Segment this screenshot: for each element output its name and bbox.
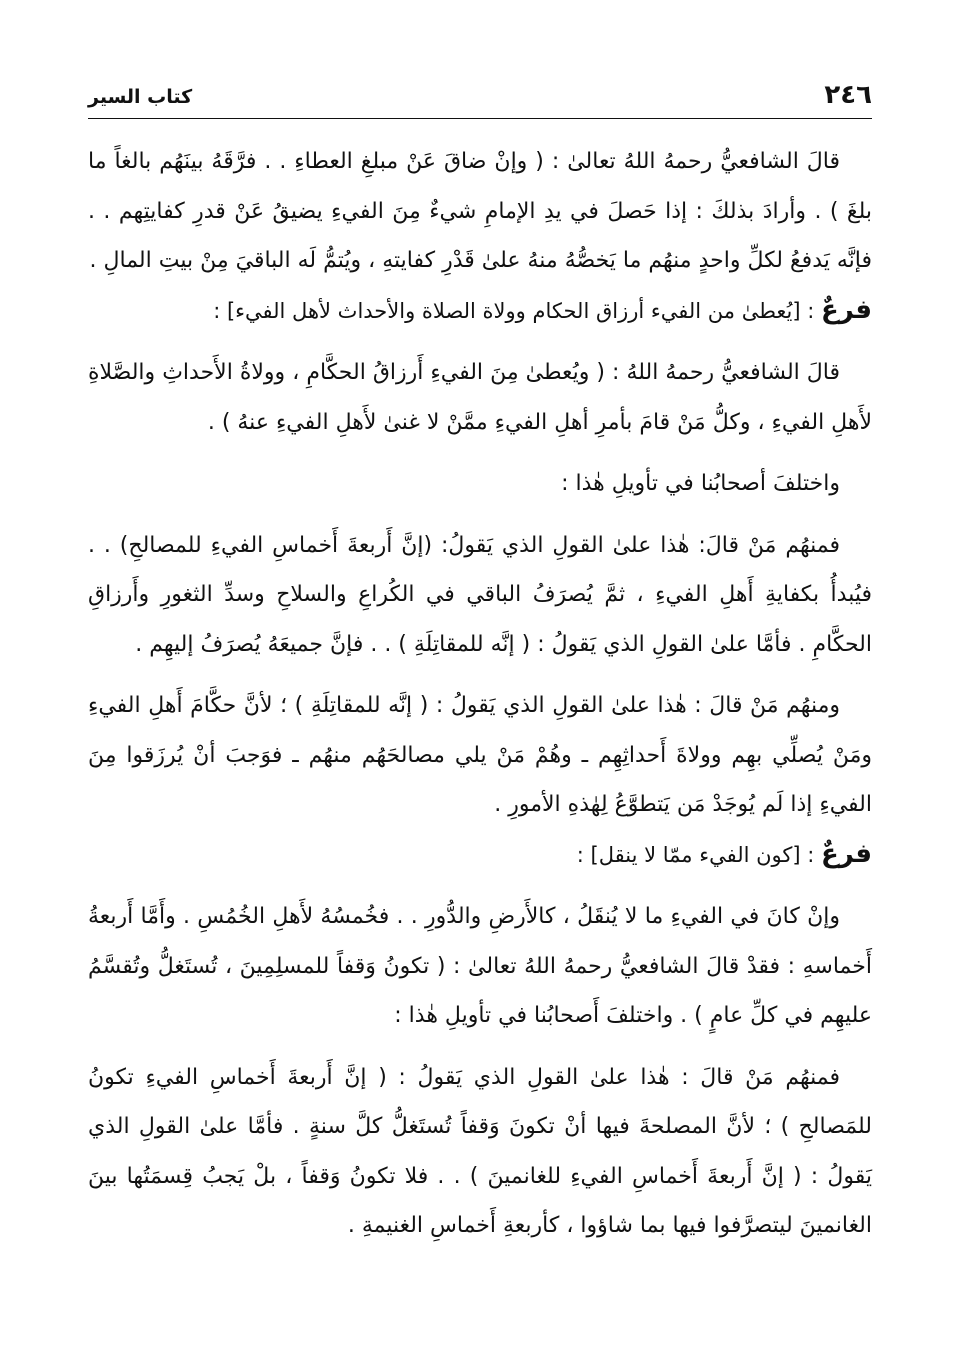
page-header	[88, 78, 872, 119]
paragraph-6: وإنْ كانَ في الفيءِ ما لا يُنقَلُ ، كالأَرضِ والدُّورِ . . فخُمسُهُ لأَهلِ الخُمُسِ . وأَمَّا أَربعةُ أَخماسهِ : فقدْ قالَ الشافعيُّ رحمهُ اللهُ تعالىٰ : ( تكونُ وَقفاً للمسلِمِينَ ، تُستَغلُّ وتُقسَّمُ عليهِم في كلِّ عامٍ ) . واختلفَ أَصحابُنا في تأويلِ هٰذا :	[88, 904, 872, 1028]
running-title: كتاب السير	[88, 86, 193, 108]
branch-heading-1	[88, 286, 872, 337]
branch-heading-2	[88, 830, 872, 881]
branch-label: فرعٌ	[821, 838, 872, 869]
paragraph-1: قالَ الشافعيُّ رحمهُ اللهُ تعالىٰ : ( وإنْ ضاقَ عَنْ مبلغِ العطاءِ . . فرَّقَهُ بينَهُم بالغاً ما بلغَ ) . وأرادَ بذلكَ : إذا حَصلَ في يدِ الإمامِ شيءٌ مِنَ الفيءِ يضيقُ عَنْ قدرِ كفايتِهم . . فإنَّه يَدفعُ لكلِّ واحدٍ منهُم ما يَخصُّهُ منهُ علىٰ قَدْرِ كفايتهِ ، ويُتمُّ لَه الباقيَ مِنْ بيتِ المالِ .	[88, 149, 872, 273]
paragraph-7: فمنهُم مَنْ قالَ : هٰذا علىٰ القولِ الذي يَقولُ : ( إنَّ أَربعةَ أَخماسِ الفيءِ تكونُ للمَصالحِ ) ؛ لأنَّ المصلحةَ فيها أنْ تكونَ وَقفاً تُستَغلُّ كلَّ سنةٍ . فأمَّا علىٰ القولِ الذي يَقولُ : ( إنَّ أَربعةَ أَخماسِ الفيءِ للغانمينَ ) . . فلا تكونُ وَقفاً ، بلْ يَجبُ قِسمَتُها بينَ الغانمينَ ليتصرَّفوا فيها بما شاؤوا ، كأربعةِ أَخماسِ الغنيمةِ .	[88, 1064, 872, 1238]
paragraph-2: قالَ الشافعيُّ رحمهُ اللهُ : ( ويُعطىٰ مِنَ الفيءِ أَرزاقُ الحكَّامِ ، وولاةُ الأَحداثِ والصَّلاةِ لأَهلِ الفيءِ ، وكلُّ مَنْ قامَ بأمرِ أهلِ الفيءِ ممَّنْ لا غنىٰ لأَهلِ الفيءِ عنهُ ) .	[88, 360, 872, 435]
branch-label: فرعٌ	[821, 294, 872, 325]
book-page	[88, 78, 872, 1339]
page-body	[88, 137, 872, 1251]
branch-title: : [كون الفيء ممّا لا ينقل] :	[576, 842, 822, 867]
page-number: ٢٤٦	[824, 80, 872, 110]
paragraph-5: ومنهُم مَنْ قالَ : هٰذا علىٰ القولِ الذي يَقولُ : ( إنَّه للمقاتِلَةِ ) ؛ لأنَّ حكَّامَ أَهلِ الفيءِ ومَنْ يُصلِّي بهِم وولاةَ أَحداثِهِم ـ وهُمْ مَنْ يلي مصالحَهُم منهُم ـ فوَجبَ أنْ يُرزَقوا مِنَ الفيءِ إذا لَم يُوجَدْ مَن يَتطوَّعُ لِهٰذهِ الأمورِ .	[88, 693, 872, 817]
paragraph-3: واختلفَ أصحابُنا في تأويلِ هٰذا :	[561, 471, 840, 496]
paragraph-4: فمنهُم مَنْ قالَ: هٰذا علىٰ القولِ الذي يَقولُ: (إنَّ أَربعةَ أَخماسِ الفيءِ للمصالحِ) . . فيُبدأُ بكفايةِ أَهلِ الفيءِ ، ثمَّ يُصرَفُ الباقي في الكُراعِ والسلاحِ وسدِّ الثغورِ وأَرزاقِ الحكَّامِ . فأمَّا علىٰ القولِ الذي يَقولُ : ( إنَّه للمقاتِلَةِ ) . . فإنَّ جميعَهُ يُصرَفُ إليهِم .	[88, 532, 872, 657]
branch-title: : [يُعطىٰ من الفيء أرزاق الحكام وولاة الصلاة والأحداث لأهل الفيء] :	[213, 298, 822, 323]
